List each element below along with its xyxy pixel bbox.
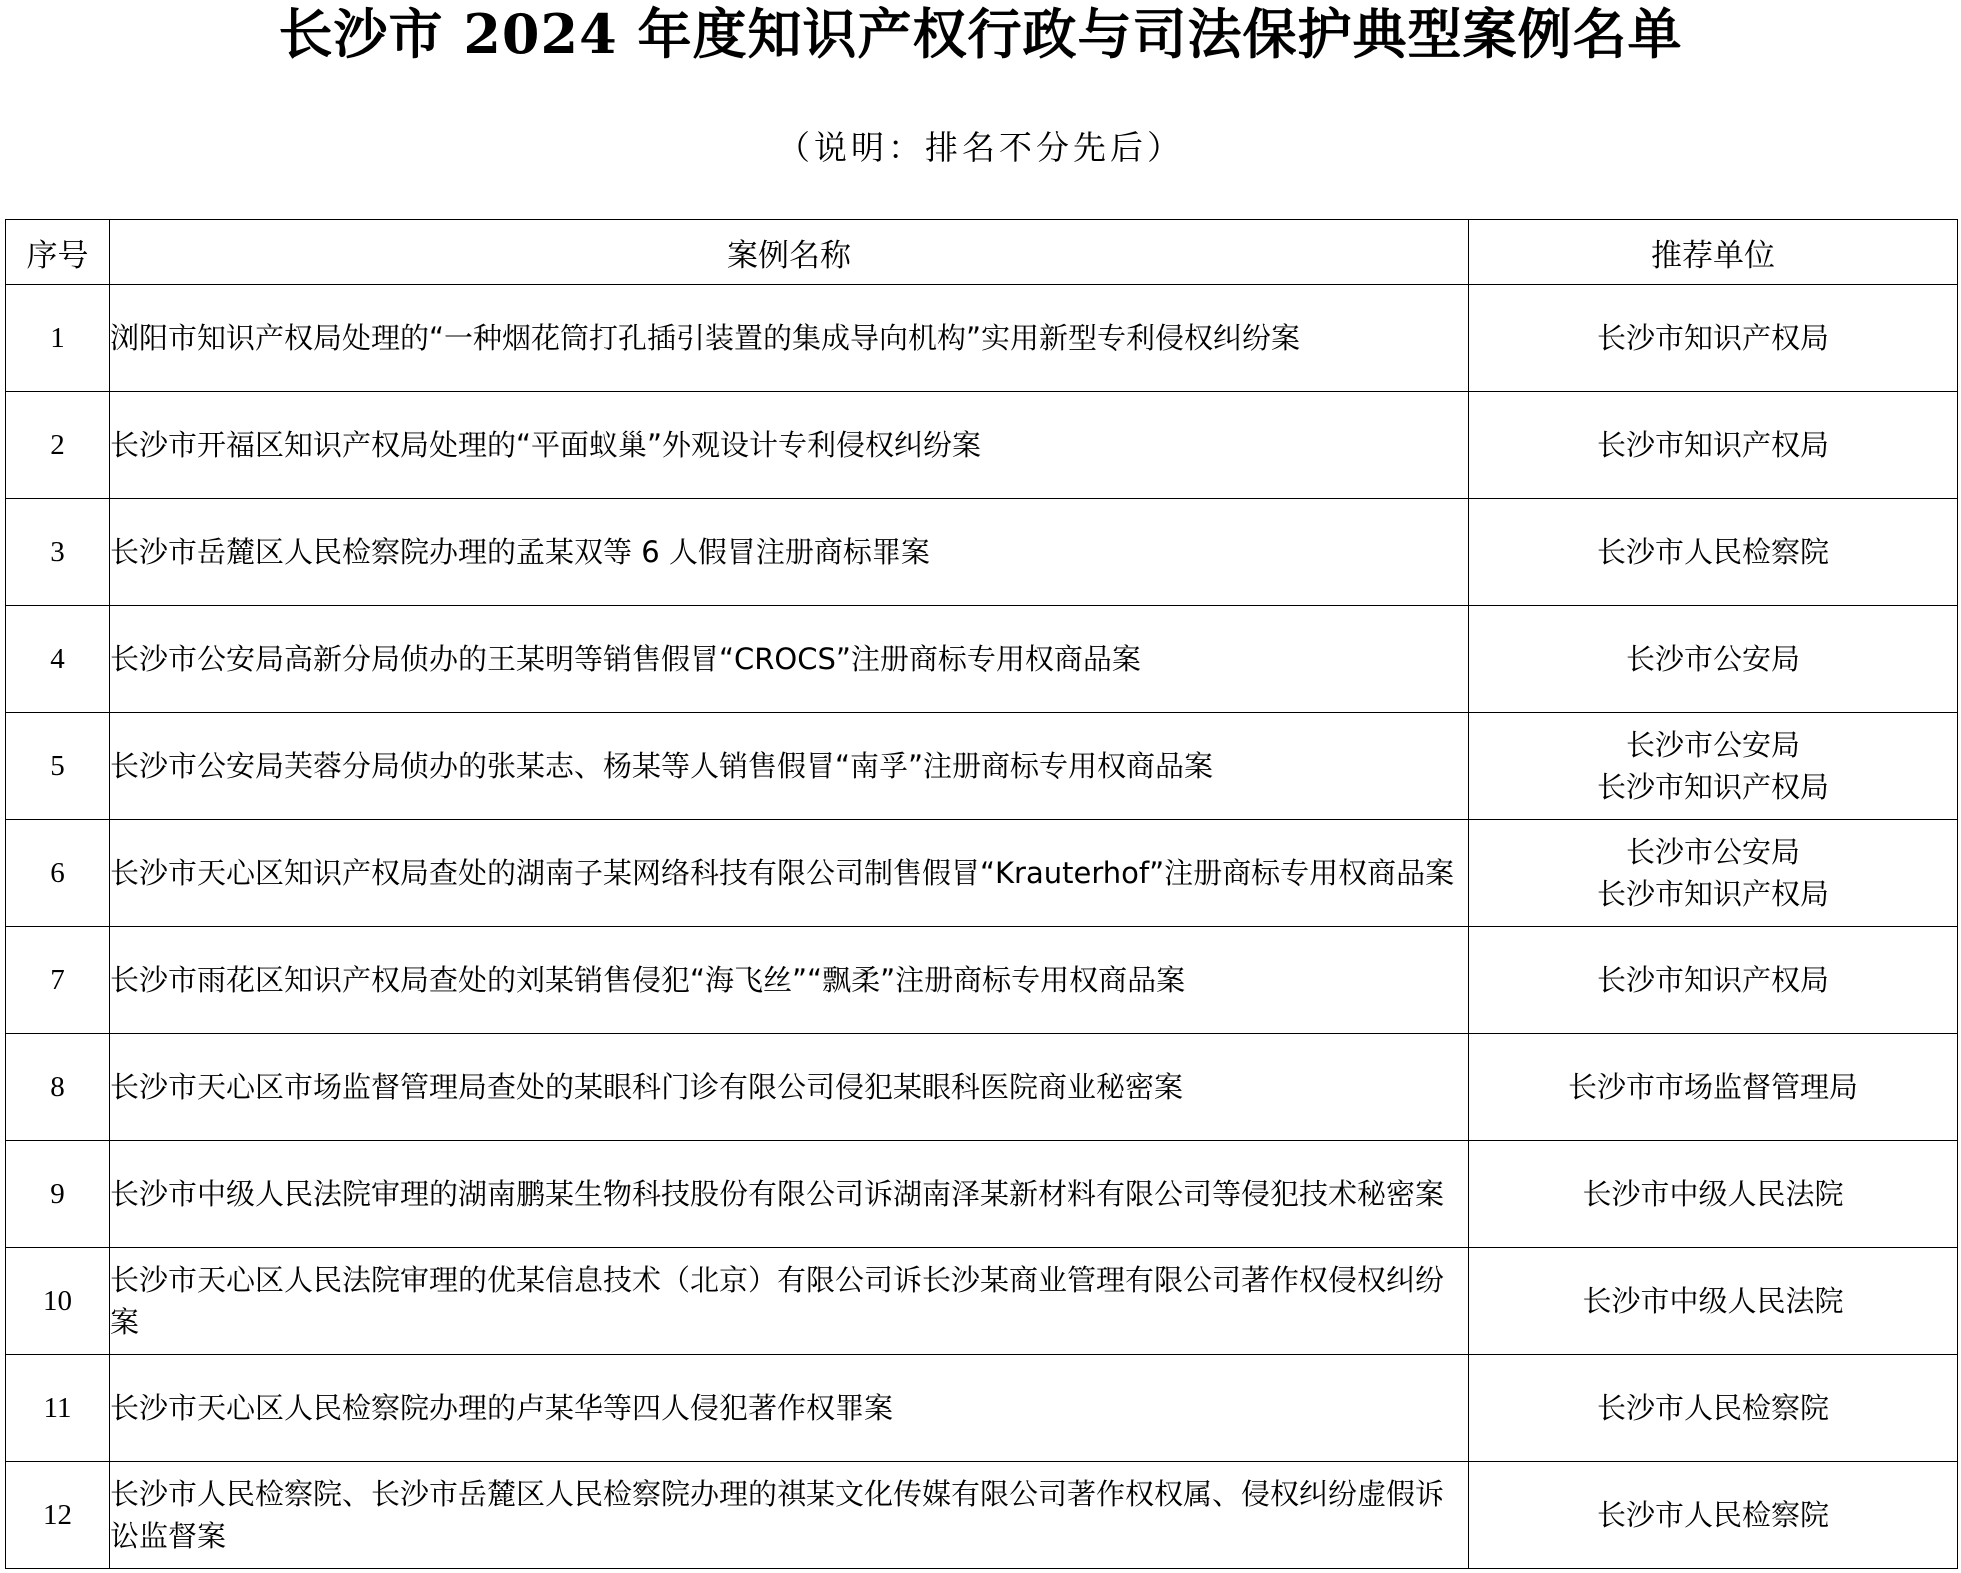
case-name: 长沙市公安局芙蓉分局侦办的张某志、杨某等人销售假冒“南孚”注册商标专用权商品案 [110, 713, 1469, 820]
row-number: 2 [6, 392, 110, 499]
case-name: 长沙市雨花区知识产权局查处的刘某销售侵犯“海飞丝”“飘柔”注册商标专用权商品案 [110, 927, 1469, 1034]
row-number: 11 [6, 1355, 110, 1462]
unit-name: 长沙市市场监督管理局 [1567, 1070, 1858, 1104]
recommending-unit [1469, 606, 1958, 713]
case-name: 长沙市天心区人民法院审理的优某信息技术（北京）有限公司诉长沙某商业管理有限公司著作权侵权纠纷案 [110, 1248, 1469, 1355]
row-number: 4 [6, 606, 110, 713]
recommending-unit [1469, 1141, 1958, 1248]
case-name: 长沙市天心区人民检察院办理的卢某华等四人侵犯著作权罪案 [110, 1355, 1469, 1462]
document-subtitle: （说明：排名不分先后） [777, 128, 1184, 167]
table-row [6, 713, 1958, 820]
row-number: 9 [6, 1141, 110, 1248]
table-row [6, 820, 1958, 927]
recommending-unit [1469, 713, 1958, 820]
row-number: 7 [6, 927, 110, 1034]
case-name: 长沙市天心区知识产权局查处的湖南子某网络科技有限公司制售假冒“Krauterhof”注册商标专用权商品案 [110, 820, 1469, 927]
recommending-unit [1469, 499, 1958, 606]
unit-name: 长沙市人民检察院 [1596, 1498, 1829, 1532]
recommending-unit [1469, 820, 1958, 927]
row-number: 12 [6, 1462, 110, 1569]
case-name: 长沙市中级人民法院审理的湖南鹏某生物科技股份有限公司诉湖南泽某新材料有限公司等侵犯技术秘密案 [110, 1141, 1469, 1248]
case-name: 长沙市人民检察院、长沙市岳麓区人民检察院办理的祺某文化传媒有限公司著作权权属、侵权纠纷虚假诉讼监督案 [110, 1462, 1469, 1569]
case-list-table [5, 219, 1958, 1569]
unit-name: 长沙市知识产权局 [1596, 428, 1829, 462]
unit-name: 长沙市人民检察院 [1596, 535, 1829, 569]
table-row [6, 499, 1958, 606]
recommending-unit [1469, 1034, 1958, 1141]
table-row [6, 1248, 1958, 1355]
document-title: 长沙市 2024 年度知识产权行政与司法保护典型案例名单 [278, 2, 1683, 66]
row-number: 3 [6, 499, 110, 606]
unit-name: 长沙市知识产权局 [1596, 963, 1829, 997]
row-number: 8 [6, 1034, 110, 1141]
recommending-unit [1469, 1462, 1958, 1569]
table-row [6, 285, 1958, 392]
recommending-unit [1469, 927, 1958, 1034]
row-number: 6 [6, 820, 110, 927]
unit-name: 长沙市公安局 [1625, 728, 1800, 762]
unit-name: 长沙市知识产权局 [1596, 877, 1829, 911]
table-row [6, 1355, 1958, 1462]
case-name: 长沙市开福区知识产权局处理的“平面蚁巢”外观设计专利侵权纠纷案 [110, 392, 1469, 499]
case-name: 长沙市公安局高新分局侦办的王某明等销售假冒“CROCS”注册商标专用权商品案 [110, 606, 1469, 713]
unit-name: 长沙市公安局 [1625, 642, 1800, 676]
unit-name: 长沙市中级人民法院 [1582, 1284, 1844, 1318]
recommending-unit [1469, 392, 1958, 499]
case-name: 长沙市天心区市场监督管理局查处的某眼科门诊有限公司侵犯某眼科医院商业秘密案 [110, 1034, 1469, 1141]
case-name: 长沙市岳麓区人民检察院办理的孟某双等 6 人假冒注册商标罪案 [110, 499, 1469, 606]
unit-name: 长沙市知识产权局 [1596, 770, 1829, 804]
table-row [6, 392, 1958, 499]
row-number: 10 [6, 1248, 110, 1355]
recommending-unit [1469, 1355, 1958, 1462]
header-unit: 推荐单位 [1469, 220, 1958, 285]
table-row [6, 1141, 1958, 1248]
header-number: 序号 [6, 220, 110, 285]
table-header-row [6, 220, 1958, 285]
case-name: 浏阳市知识产权局处理的“一种烟花筒打孔插引装置的集成导向机构”实用新型专利侵权纠纷案 [110, 285, 1469, 392]
recommending-unit [1469, 1248, 1958, 1355]
table-row [6, 927, 1958, 1034]
row-number: 5 [6, 713, 110, 820]
table-row [6, 1462, 1958, 1569]
unit-name: 长沙市公安局 [1625, 835, 1800, 869]
table-row [6, 1034, 1958, 1141]
unit-name: 长沙市人民检察院 [1596, 1391, 1829, 1425]
table-row [6, 606, 1958, 713]
header-case-name: 案例名称 [110, 220, 1469, 285]
recommending-unit [1469, 285, 1958, 392]
unit-name: 长沙市中级人民法院 [1582, 1177, 1844, 1211]
row-number: 1 [6, 285, 110, 392]
unit-name: 长沙市知识产权局 [1596, 321, 1829, 355]
table-body [6, 285, 1958, 1569]
